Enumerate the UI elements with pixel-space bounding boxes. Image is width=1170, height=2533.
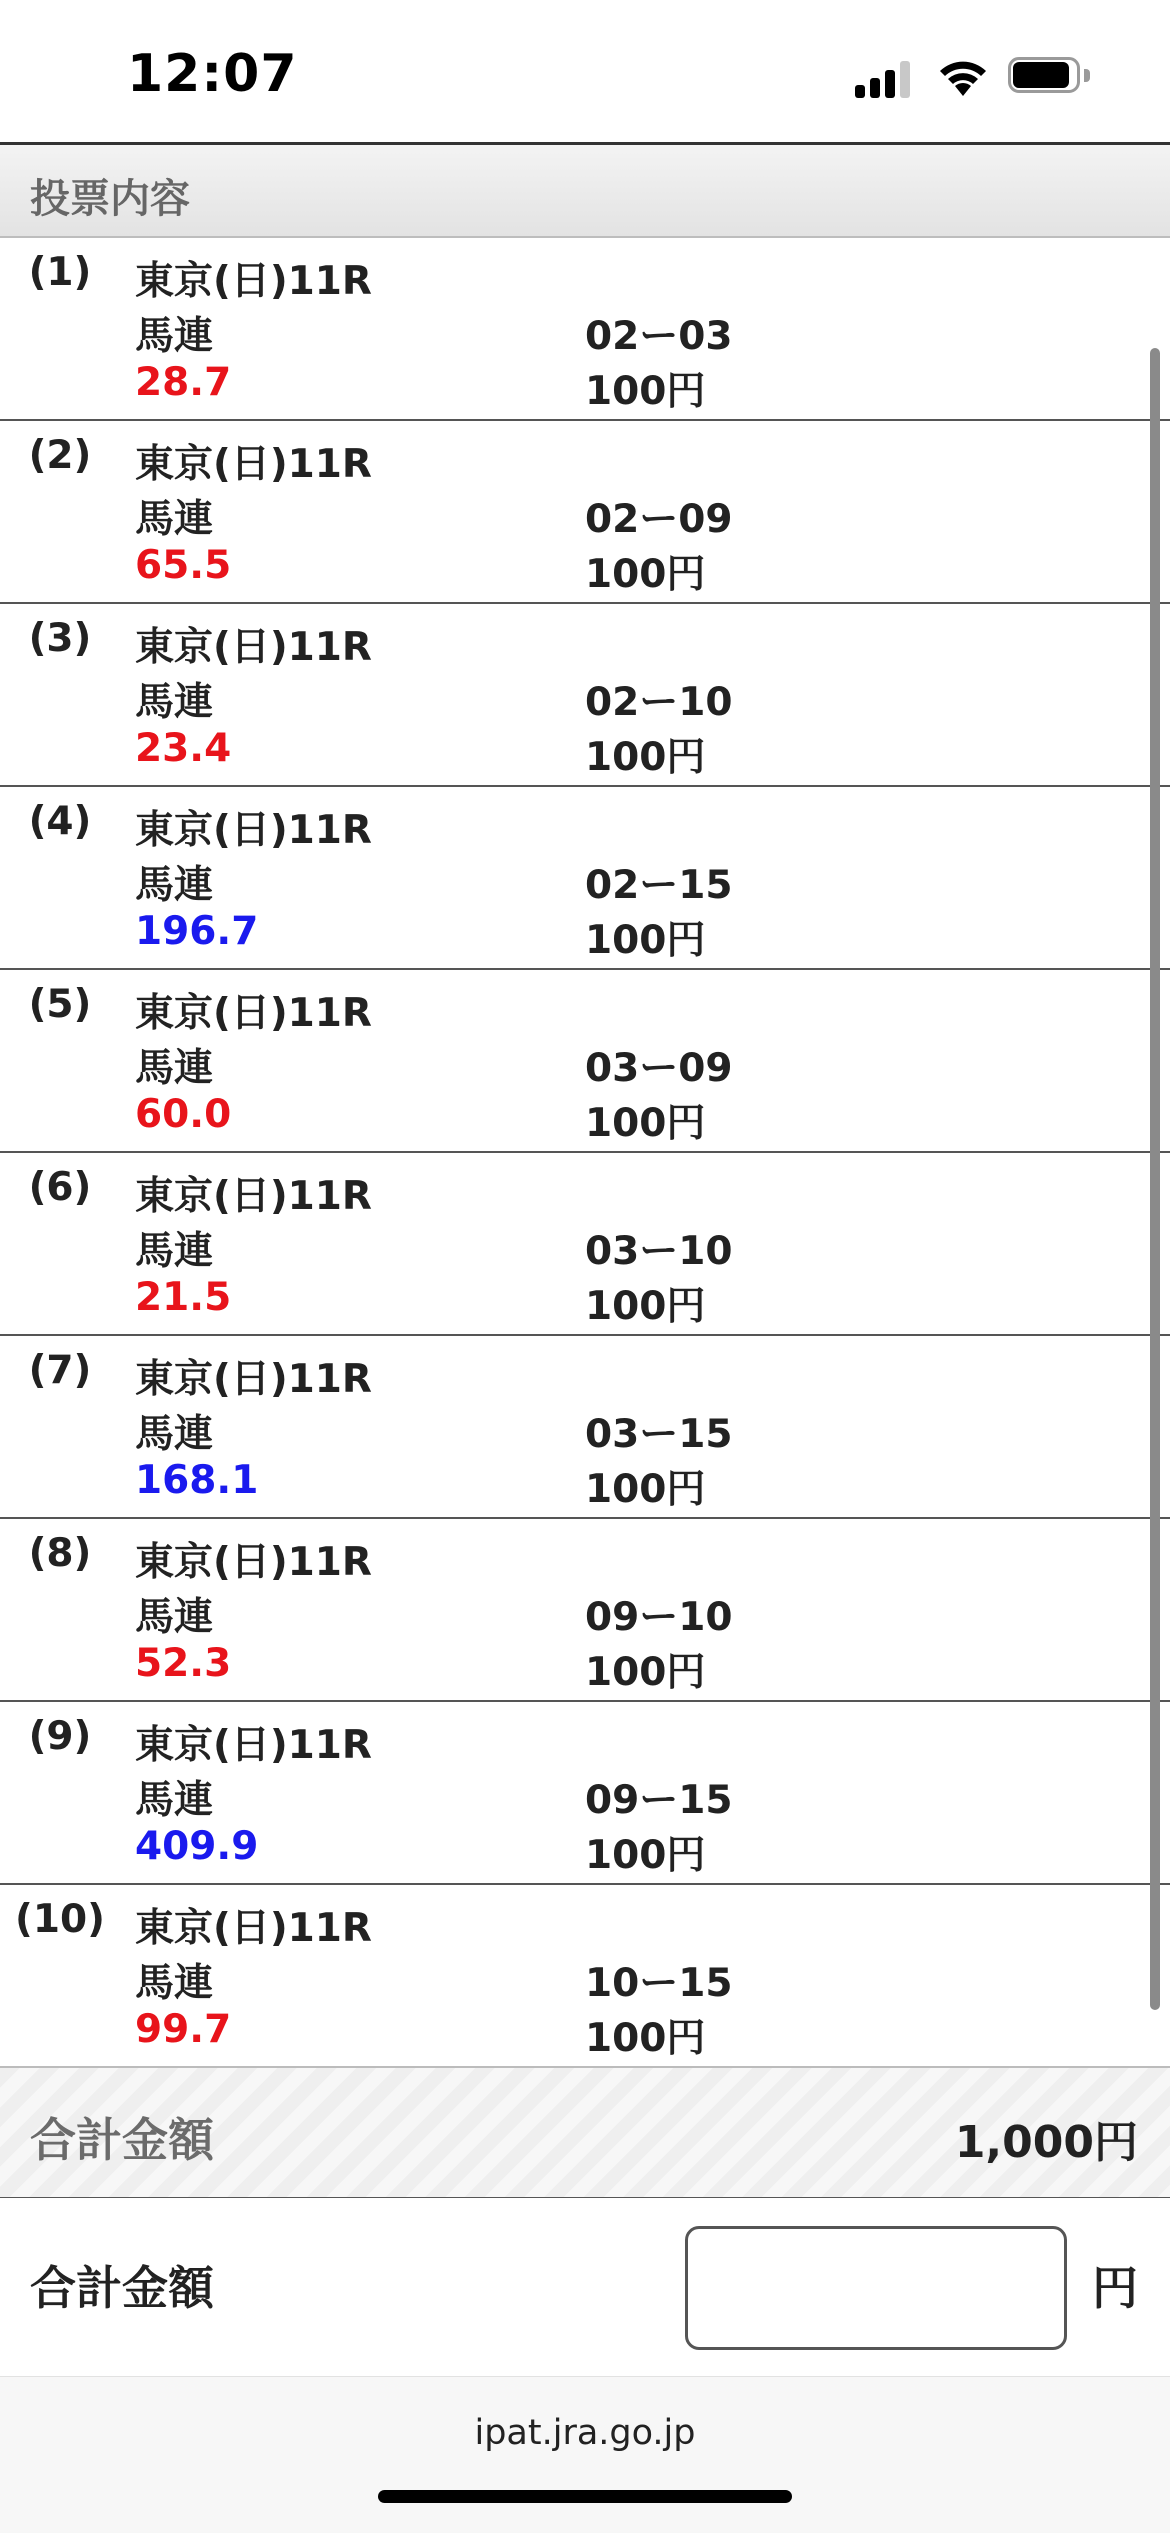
- bet-list: [0, 238, 1170, 2068]
- bet-row: [0, 238, 1170, 421]
- section-header: [0, 145, 1170, 238]
- bet-combination: 03ー09: [585, 1046, 733, 1091]
- scrollbar[interactable]: [1150, 348, 1160, 2010]
- bet-race: 東京(日)11R: [135, 259, 372, 304]
- bet-type: 馬連: [135, 1778, 214, 1823]
- bet-number: (2): [28, 433, 92, 478]
- bet-race: 東京(日)11R: [135, 808, 372, 853]
- section-title: 投票内容: [30, 176, 190, 222]
- bet-combination: 02ー10: [585, 680, 733, 725]
- bet-row: [0, 1885, 1170, 2068]
- bet-number: (1): [28, 250, 92, 295]
- bet-number: (8): [28, 1531, 92, 1576]
- bet-combination: 02ー15: [585, 863, 733, 908]
- bet-row: [0, 604, 1170, 787]
- yen-unit-label: 円: [1092, 2261, 1138, 2315]
- bet-type: 馬連: [135, 1595, 214, 1640]
- bet-row: [0, 1153, 1170, 1336]
- bet-type: 馬連: [135, 497, 214, 542]
- bet-race: 東京(日)11R: [135, 991, 372, 1036]
- bet-type: 馬連: [135, 1412, 214, 1457]
- bet-amount: 100円: [585, 1284, 706, 1329]
- total-summary: [0, 2066, 1170, 2200]
- browser-address-bar[interactable]: [0, 2376, 1170, 2533]
- bet-row: [0, 1702, 1170, 1885]
- bet-combination: 02ー09: [585, 497, 733, 542]
- total-amount-input[interactable]: [685, 2226, 1067, 2350]
- bet-combination: 09ー10: [585, 1595, 733, 1640]
- bet-combination: 10ー15: [585, 1961, 733, 2006]
- bet-amount: 100円: [585, 918, 706, 963]
- bet-amount: 100円: [585, 735, 706, 780]
- bet-row: [0, 787, 1170, 970]
- total-label: 合計金額: [30, 2113, 214, 2167]
- url-text[interactable]: ipat.jra.go.jp: [474, 2413, 696, 2453]
- battery-icon: [1008, 57, 1092, 97]
- bet-number: (4): [28, 799, 92, 844]
- bet-type: 馬連: [135, 863, 214, 908]
- bet-odds: 196.7: [135, 909, 259, 954]
- bet-row: [0, 970, 1170, 1153]
- total-value: 1,000円: [954, 2117, 1138, 2168]
- status-time: 12:07: [127, 44, 298, 104]
- bet-odds: 168.1: [135, 1458, 259, 1503]
- bet-race: 東京(日)11R: [135, 1540, 372, 1585]
- bet-type: 馬連: [135, 1229, 214, 1274]
- bet-type: 馬連: [135, 1046, 214, 1091]
- bet-amount: 100円: [585, 2016, 706, 2061]
- bet-amount: 100円: [585, 1101, 706, 1146]
- total-amount-input-row: [0, 2198, 1170, 2376]
- bet-amount: 100円: [585, 369, 706, 414]
- bet-combination: 09ー15: [585, 1778, 733, 1823]
- wifi-icon: [935, 54, 991, 98]
- bet-row: [0, 1519, 1170, 1702]
- bet-odds: 99.7: [135, 2007, 232, 2052]
- bet-row: [0, 1336, 1170, 1519]
- bet-amount: 100円: [585, 552, 706, 597]
- bet-type: 馬連: [135, 1961, 214, 2006]
- bet-race: 東京(日)11R: [135, 1906, 372, 1951]
- bet-odds: 23.4: [135, 726, 232, 771]
- bet-odds: 65.5: [135, 543, 232, 588]
- bet-number: (3): [28, 616, 92, 661]
- bet-race: 東京(日)11R: [135, 625, 372, 670]
- bet-odds: 28.7: [135, 360, 232, 405]
- bet-number: (9): [28, 1714, 92, 1759]
- bet-odds: 52.3: [135, 1641, 232, 1686]
- bet-race: 東京(日)11R: [135, 1174, 372, 1219]
- bet-race: 東京(日)11R: [135, 1357, 372, 1402]
- bet-odds: 21.5: [135, 1275, 232, 1320]
- bet-row: [0, 421, 1170, 604]
- bet-race: 東京(日)11R: [135, 1723, 372, 1768]
- bet-number: (5): [28, 982, 92, 1027]
- total-amount-input-label: 合計金額: [30, 2261, 214, 2315]
- bet-amount: 100円: [585, 1467, 706, 1512]
- bet-amount: 100円: [585, 1833, 706, 1878]
- bet-race: 東京(日)11R: [135, 442, 372, 487]
- bet-odds: 409.9: [135, 1824, 259, 1869]
- bet-type: 馬連: [135, 680, 214, 725]
- bet-combination: 02ー03: [585, 314, 733, 359]
- cellular-signal-icon: [855, 58, 913, 98]
- bet-amount: 100円: [585, 1650, 706, 1695]
- status-bar: [0, 0, 1170, 145]
- bet-odds: 60.0: [135, 1092, 232, 1137]
- bet-number: (7): [28, 1348, 92, 1393]
- bet-type: 馬連: [135, 314, 214, 359]
- home-indicator[interactable]: [378, 2490, 792, 2503]
- bet-combination: 03ー10: [585, 1229, 733, 1274]
- bet-number: (6): [28, 1165, 92, 1210]
- bet-number: (10): [15, 1897, 105, 1942]
- bet-combination: 03ー15: [585, 1412, 733, 1457]
